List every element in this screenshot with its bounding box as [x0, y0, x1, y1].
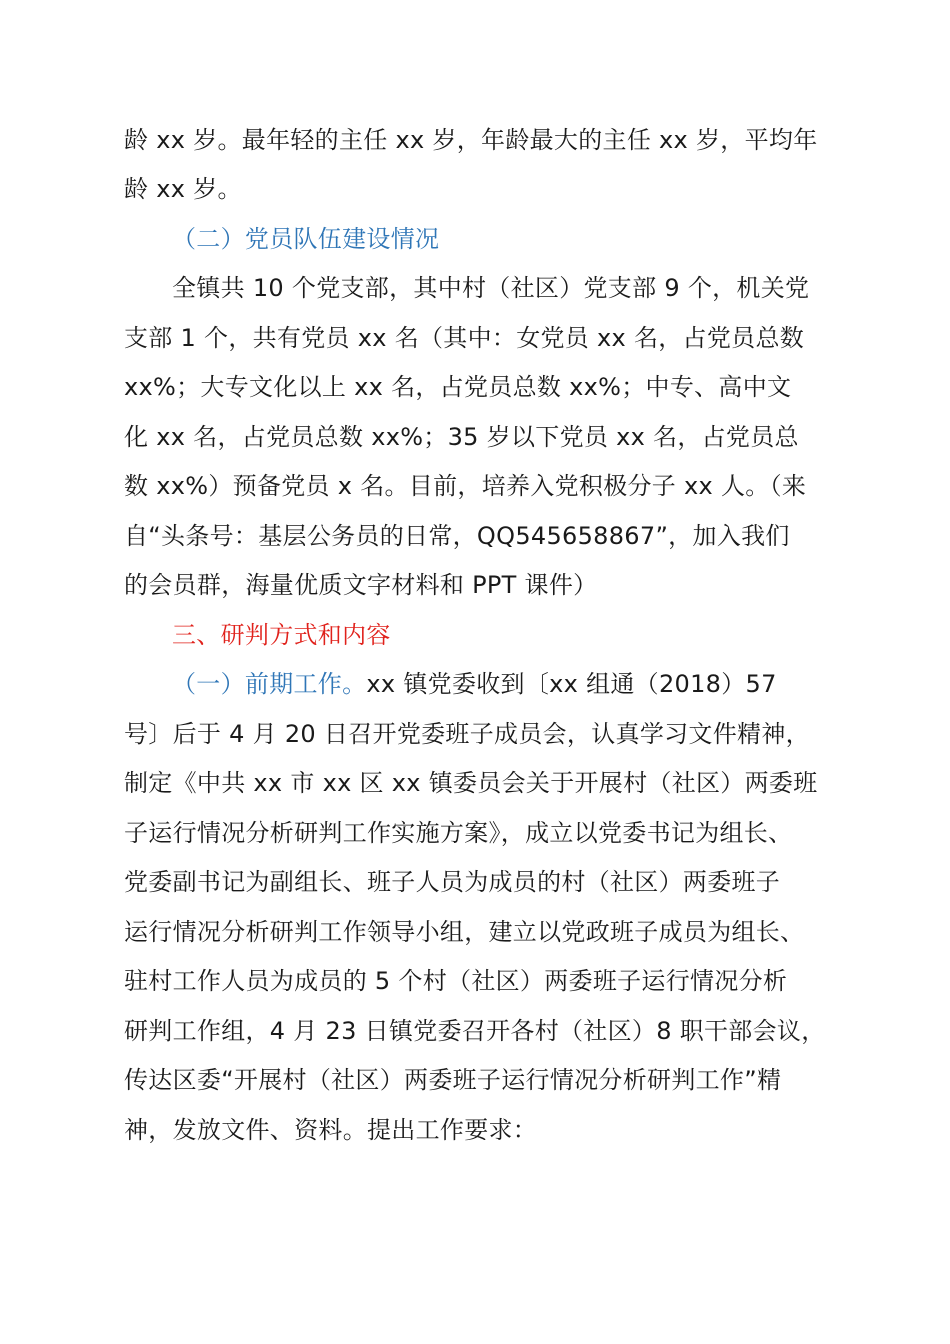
- section-heading-3: 三、研判方式和内容: [172, 621, 391, 649]
- paragraph-line: 支部 1 个，共有党员 xx 名（其中：女党员 xx 名，占党员总数: [124, 324, 805, 352]
- paragraph-line: 数 xx%）预备党员 x 名。目前，培养入党积极分子 xx 人。（来: [124, 472, 807, 500]
- paragraph-line: 传达区委“开展村（社区）两委班子运行情况分析研判工作”精: [124, 1066, 782, 1094]
- paragraph-line-lead: [172, 668, 777, 700]
- paragraph-line: xx%；大专文化以上 xx 名，占党员总数 xx%；中专、高中文: [124, 373, 792, 401]
- paragraph-line: 党委副书记为副组长、班子人员为成员的村（社区）两委班子: [124, 868, 781, 896]
- paragraph-line: 研判工作组，4 月 23 日镇党委召开各村（社区）8 职干部会议，: [124, 1017, 826, 1045]
- paragraph-line: 化 xx 名，占党员总数 xx%；35 岁以下党员 xx 名，占党员总: [124, 423, 799, 451]
- paragraph-line: 自“头条号：基层公务员的日常，QQ545658867”，加入我们: [124, 522, 790, 550]
- paragraph-line: 子运行情况分析研判工作实施方案》，成立以党委书记为组长、: [124, 819, 793, 847]
- paragraph-line: 运行情况分析研判工作领导小组，建立以党政班子成员为组长、: [124, 918, 805, 946]
- paragraph-line: 全镇共 10 个党支部，其中村（社区）党支部 9 个，机关党: [172, 274, 810, 302]
- paragraph-line: 的会员群，海量优质文字材料和 PPT 课件）: [124, 571, 598, 599]
- paragraph-line: 龄 xx 岁。最年轻的主任 xx 岁，年龄最大的主任 xx 岁，平均年: [124, 126, 818, 154]
- paragraph-line: 龄 xx 岁。: [124, 175, 242, 203]
- paragraph-text: xx 镇党委收到〔xx 组通（2018）57: [366, 670, 777, 698]
- subheading-party-members: （二）党员队伍建设情况: [172, 225, 440, 253]
- paragraph-line: 驻村工作人员为成员的 5 个村（社区）两委班子运行情况分析: [124, 967, 788, 995]
- paragraph-line: 制定《中共 xx 市 xx 区 xx 镇委员会关于开展村（社区）两委班: [124, 769, 818, 797]
- paragraph-line: 号〕后于 4 月 20 日召开党委班子成员会，认真学习文件精神，: [124, 720, 810, 748]
- subheading-preliminary-work: （一）前期工作。: [172, 670, 367, 698]
- paragraph-line: 神，发放文件、资料。提出工作要求：: [124, 1116, 538, 1144]
